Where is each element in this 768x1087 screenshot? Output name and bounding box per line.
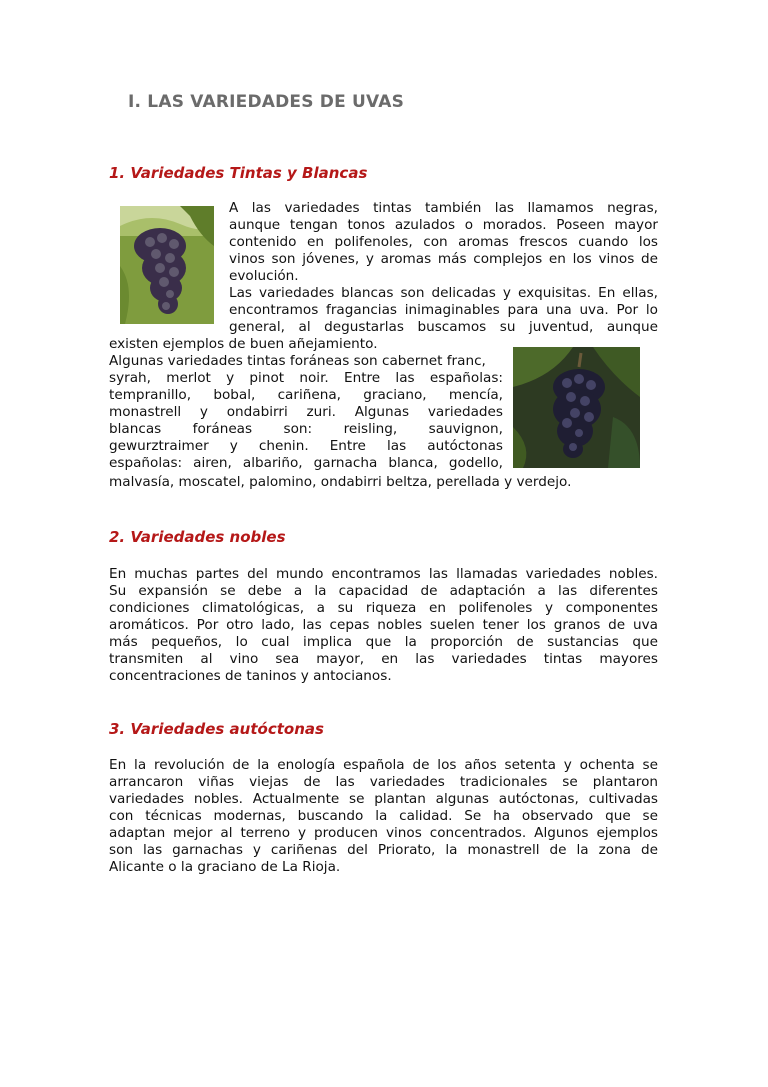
text-line: monastrell y ondabirri zuri. Algunas variedades — [109, 404, 503, 420]
text-line: vinos son jóvenes, y aromas más complejos en los vinos de — [229, 251, 658, 267]
text-line: gewurztraimer y chenin. Entre las autóctonas — [109, 438, 503, 454]
section-heading-autoctonas: 3. Variedades autóctonas — [109, 720, 324, 738]
text-line: transmiten al vino sea mayor, en las variedades tintas mayores — [109, 651, 658, 667]
red-grapes-photo — [120, 206, 214, 324]
text-line: general, al degustarlas buscamos su juventud, aunque — [229, 319, 658, 335]
text-line: con técnicas modernas, buscando la calidad. Se ha observado que se — [109, 808, 658, 824]
page-title: I. LAS VARIEDADES DE UVAS — [128, 92, 405, 112]
text-line: Su expansión se debe a la capacidad de adaptación a las diferentes — [109, 583, 658, 599]
text-line: son las garnachas y cariñenas del Priorato, la monastrell de la zona de — [109, 842, 658, 858]
text-line: syrah, merlot y pinot noir. Entre las españolas: — [109, 370, 503, 386]
text-line: arrancaron viñas viejas de las variedades tradicionales se plantaron — [109, 774, 658, 790]
text-line: malvasía, moscatel, palomino, ondabirri beltza, perellada y verdejo. — [109, 474, 572, 490]
text-line: Alicante o la graciano de La Rioja. — [109, 859, 341, 875]
text-line: aunque tengan tonos azulados o morados. Poseen mayor — [229, 217, 658, 233]
text-line: condiciones climatológicas, a su riqueza en polifenoles y componentes — [109, 600, 658, 616]
text-line: existen ejemplos de buen añejamiento. — [109, 336, 378, 352]
text-line: Las variedades blancas son delicadas y exquisitas. En ellas, — [229, 285, 658, 301]
section-heading-tintas-blancas: 1. Variedades Tintas y Blancas — [109, 164, 368, 182]
text-line: En muchas partes del mundo encontramos las llamadas variedades nobles. — [109, 566, 658, 582]
section-heading-nobles: 2. Variedades nobles — [109, 528, 286, 546]
text-line: adaptan mejor al terreno y producen vinos concentrados. Algunos ejemplos — [109, 825, 658, 841]
text-line: En la revolución de la enología española de los años setenta y ochenta se — [109, 757, 658, 773]
text-line: aromáticos. Por otro lado, las cepas nobles suelen tener los granos de uva — [109, 617, 658, 633]
text-line: encontramos fragancias inimaginables para una uva. Por lo — [229, 302, 658, 318]
text-line: más pequeños, lo cual implica que la proporción de sustancias que — [109, 634, 658, 650]
text-line: tempranillo, bobal, cariñena, graciano, mencía, — [109, 387, 503, 403]
text-line: variedades nobles. Actualmente se plantan algunas autóctonas, cultivadas — [109, 791, 658, 807]
text-line: A las variedades tintas también las llamamos negras, — [229, 200, 658, 216]
text-line: contenido en polifenoles, con aromas frescos cuando los — [229, 234, 658, 250]
text-line: Algunas variedades tintas foráneas son cabernet franc, — [109, 353, 486, 369]
text-line: evolución. — [229, 268, 299, 284]
grape-cluster-photo — [513, 347, 640, 468]
text-line: españolas: airen, albariño, garnacha blanca, godello, — [109, 455, 503, 471]
text-line: blancas foráneas son: reisling, sauvignon, — [109, 421, 503, 437]
text-line: concentraciones de taninos y antocianos. — [109, 668, 392, 684]
